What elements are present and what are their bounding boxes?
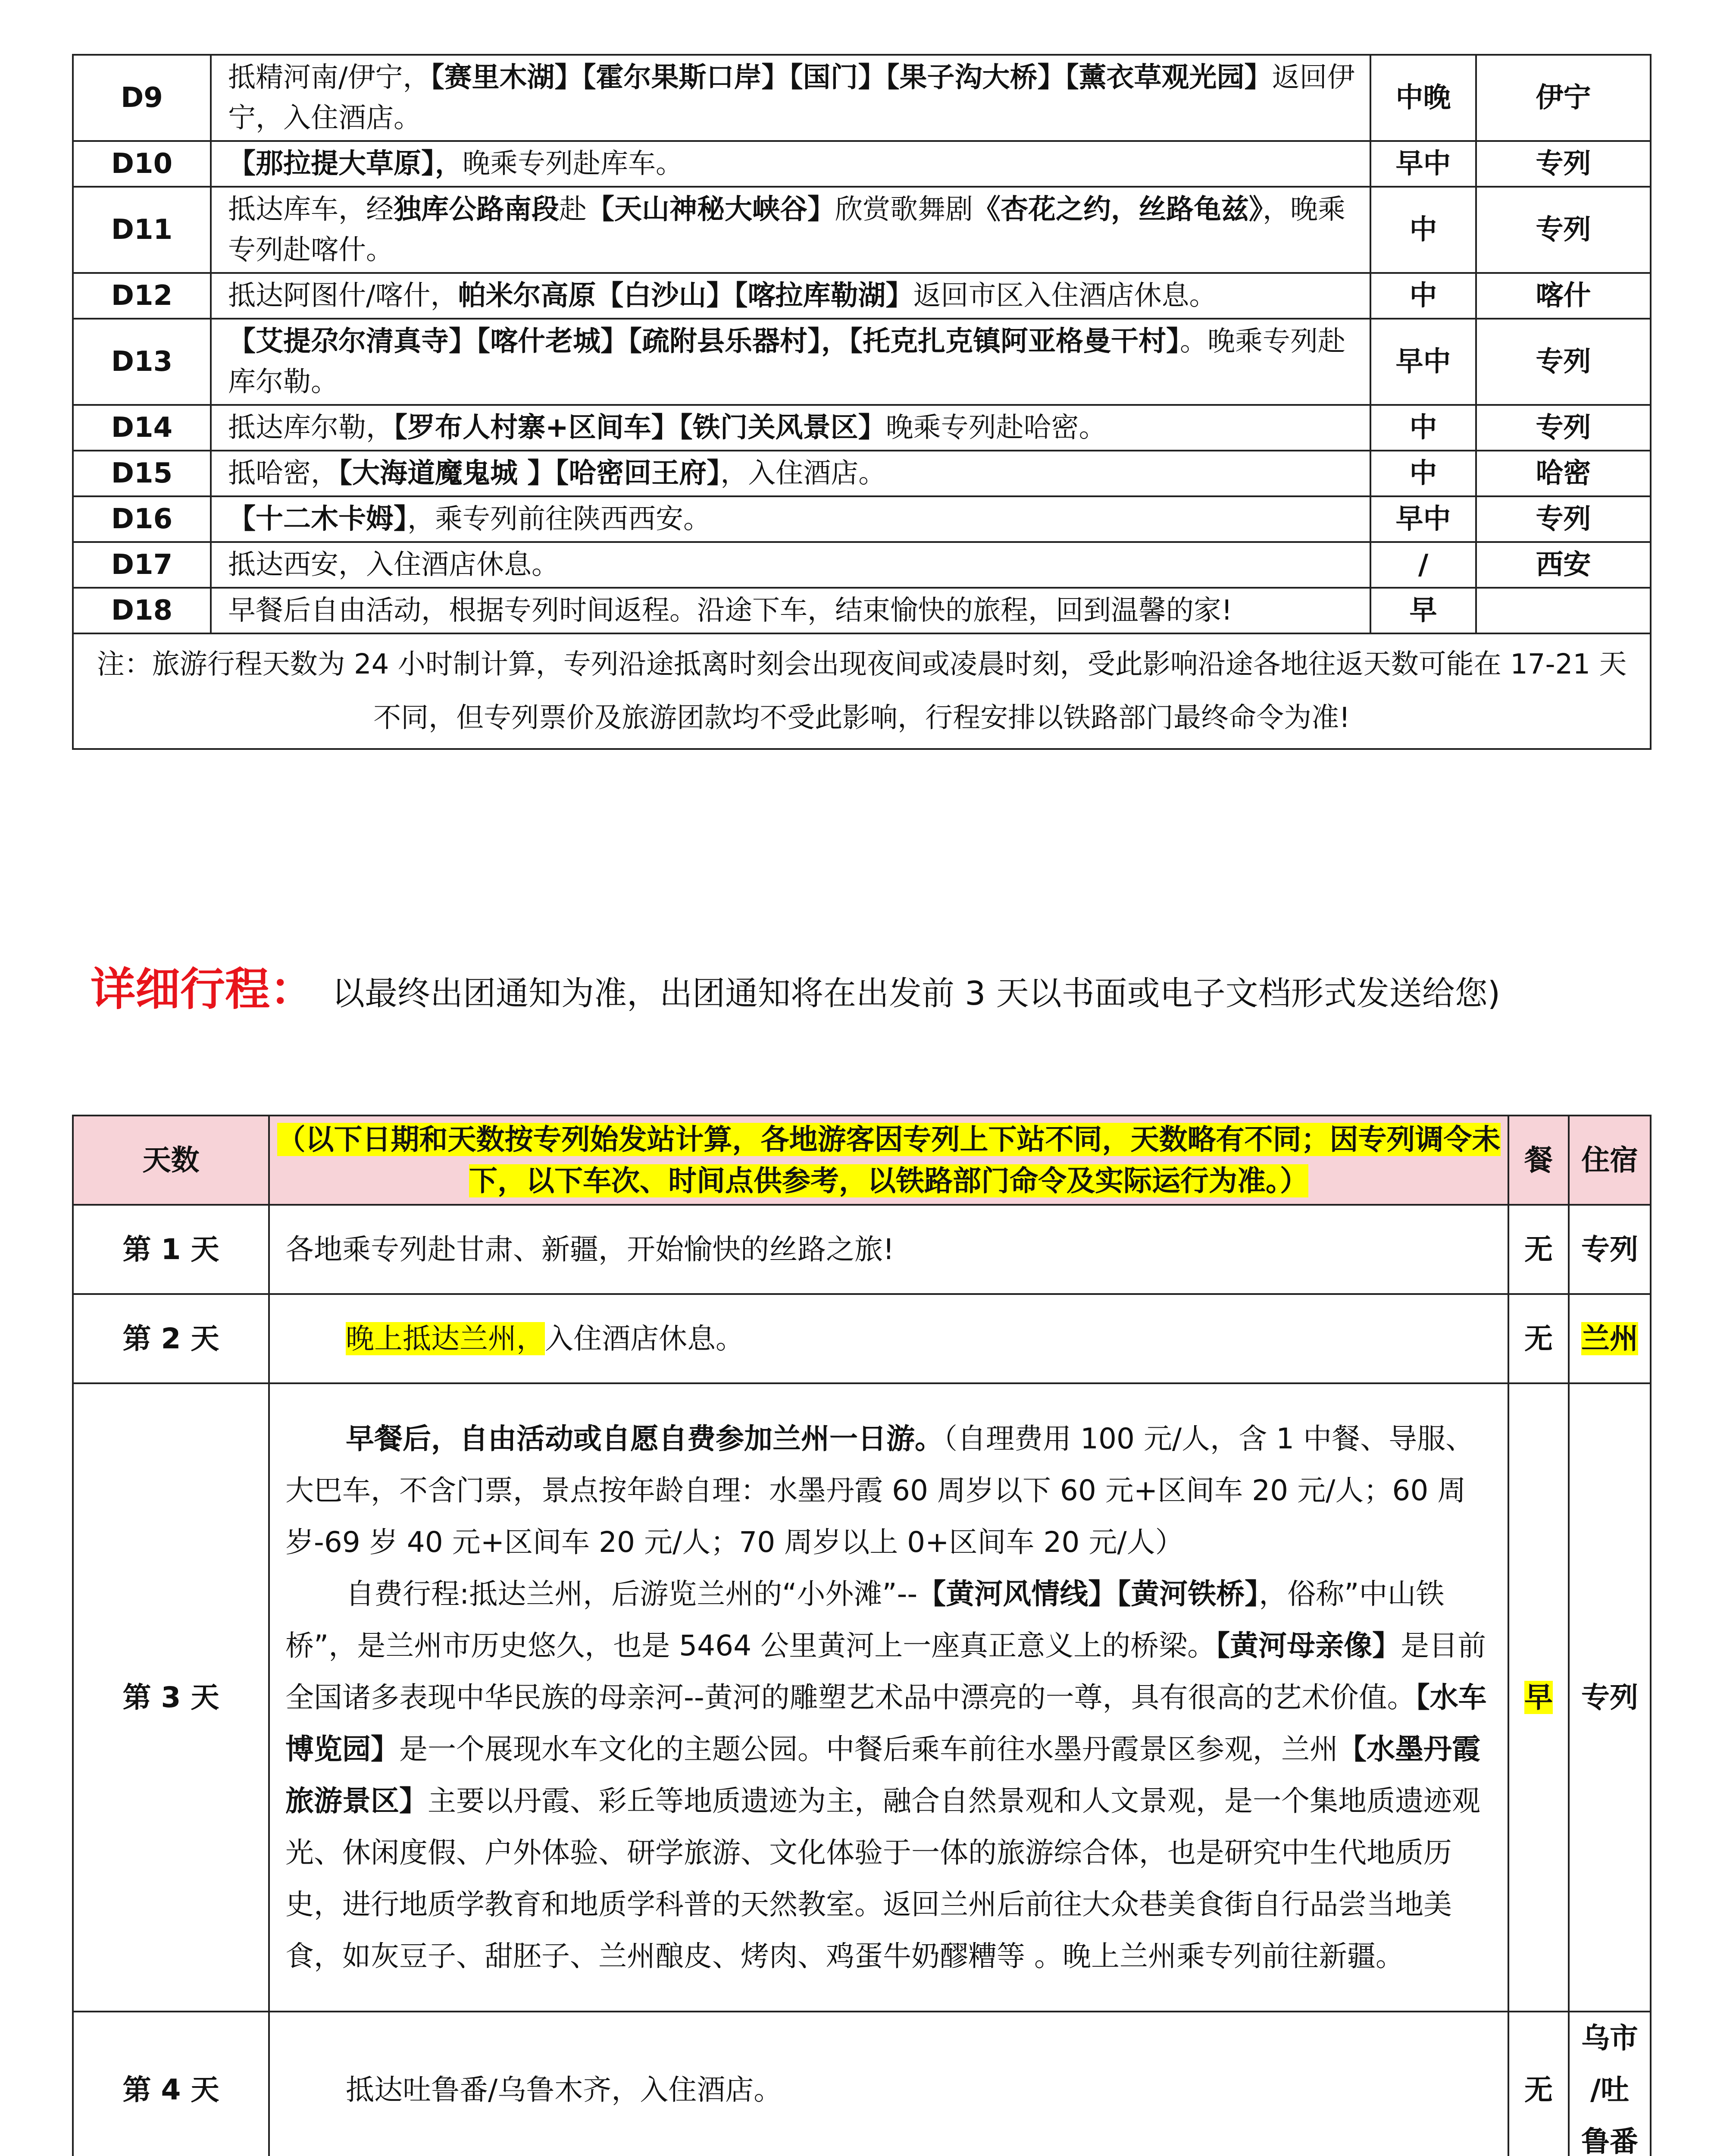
summary-row [73, 187, 1651, 273]
summary-note: 注：旅游行程天数为 24 小时制计算，专列沿途抵离时刻会出现夜间或凌晨时刻，受此影响沿途各地往返天数可能在 17-21 天不同，但专列票价及旅游团款均不受此影响，行程安排以铁路部门最终命令为准! [73, 633, 1651, 749]
summary-stay: 哈密 [1476, 451, 1651, 496]
summary-row [73, 496, 1651, 542]
text-segment: 【天山神秘大峡谷】 [587, 194, 835, 226]
summary-day: D13 [73, 319, 211, 405]
text-segment: 各地乘专列赴甘肃、新疆，开始愉快的丝路之旅! [285, 1232, 895, 1266]
summary-day: D16 [73, 496, 211, 542]
text-segment: 主要以丹霞、彩丘等地质遗迹为主，融合自然景观和人文景观，是一个集地质遗迹观光、休闲度假、户外体验、研学旅游、文化体验于一体的旅游综合体，也是研究中生代地质历史，进行地质学教育和地质学科普的天然教室。返回兰州后前往大众巷美食街自行品尝当地美食，如灰豆子、甜胚子、兰州酿皮、烤肉、鸡蛋牛奶醪糟等 。晚上兰州乘专列前往新疆。 [285, 1784, 1480, 1973]
detail-heading [91, 953, 1500, 1018]
detail-row [73, 1294, 1651, 1383]
detail-stay [1569, 1383, 1651, 2012]
detail-paragraph [285, 1413, 1495, 1568]
text-segment: 晚乘专列赴库车。 [463, 148, 683, 180]
summary-row [73, 542, 1651, 588]
detail-stay-text: 兰州 [1581, 1322, 1638, 1355]
summary-row [73, 273, 1651, 319]
detail-header-row [73, 1116, 1651, 1205]
summary-row [73, 319, 1651, 405]
summary-stay: 西安 [1476, 542, 1651, 588]
summary-stay: 专列 [1476, 319, 1651, 405]
header-note [269, 1116, 1508, 1205]
detail-paragraph [285, 1224, 1495, 1275]
summary-day: D17 [73, 542, 211, 588]
text-segment: 抵达库尔勒， [228, 412, 394, 444]
itinerary-summary-table [72, 54, 1652, 750]
text-segment: 赴 [559, 194, 587, 226]
detail-description [269, 1383, 1508, 2012]
summary-meal: 早中 [1370, 496, 1476, 542]
text-segment: ，晚乘专列赴喀什。 [228, 194, 1345, 266]
detail-stay-text: 专列 [1581, 1232, 1638, 1266]
summary-description [211, 319, 1370, 405]
header-meal: 餐 [1508, 1116, 1569, 1205]
detailed-itinerary-table [72, 1115, 1652, 2156]
text-segment: 【黄河风情线】【黄河铁桥】 [917, 1577, 1259, 1611]
summary-stay: 专列 [1476, 187, 1651, 273]
text-segment: 入住酒店休息。 [545, 1322, 744, 1355]
detail-stay-line: /吐 [1590, 2073, 1630, 2106]
summary-row [73, 405, 1651, 451]
summary-row [73, 451, 1651, 496]
text-segment: 。晚乘专列赴库尔勒。 [228, 326, 1345, 398]
text-segment: 抵达阿图什/喀什， [228, 280, 458, 312]
detail-meal [1508, 1205, 1569, 1294]
summary-meal: 中晚 [1370, 55, 1476, 141]
summary-day: D18 [73, 588, 211, 633]
text-segment: 帕米尔高原【白沙山】【喀拉库勒湖】 [458, 280, 913, 312]
summary-description [211, 273, 1370, 319]
text-segment: ，俗称”中山铁桥”，是兰州市历史悠久，也是 5464 公里黄河上一座真正意义上的桥梁。 [285, 1577, 1445, 1662]
text-segment: 返回市区入住酒店休息。 [913, 280, 1217, 312]
summary-stay: 专列 [1476, 496, 1651, 542]
text-segment: 【罗布人村寨+区间车】【铁门关风景区】 [394, 412, 886, 444]
text-segment: 独库公路南段 [394, 194, 559, 226]
summary-row [73, 141, 1651, 187]
detail-stay-line: 乌市 [1581, 2021, 1638, 2055]
detail-meal-text: 无 [1524, 1322, 1553, 1355]
summary-meal: 中 [1370, 187, 1476, 273]
summary-description [211, 542, 1370, 588]
detail-stay [1569, 1294, 1651, 1383]
text-segment: 【大海道魔鬼城 】【哈密回王府】 [338, 458, 721, 489]
summary-day: D15 [73, 451, 211, 496]
header-day: 天数 [73, 1116, 269, 1205]
detail-day: 第 4 天 [73, 2012, 269, 2156]
summary-meal: 中 [1370, 451, 1476, 496]
detail-table-body [73, 1205, 1651, 2156]
summary-meal: 早中 [1370, 141, 1476, 187]
summary-stay [1476, 588, 1651, 633]
text-segment: 【黄河母亲像】 [1216, 1629, 1401, 1662]
summary-stay: 伊宁 [1476, 55, 1651, 141]
summary-day: D12 [73, 273, 211, 319]
summary-meal: 中 [1370, 405, 1476, 451]
text-segment: 【水车博览园】 [285, 1680, 1487, 1766]
text-segment: 【十二木卡姆】 [228, 503, 407, 535]
summary-stay: 专列 [1476, 141, 1651, 187]
detail-day: 第 1 天 [73, 1205, 269, 1294]
summary-day: D9 [73, 55, 211, 141]
summary-meal: 早中 [1370, 319, 1476, 405]
text-segment: 【赛里木湖】【霍尔果斯口岸】【国门】【果子沟大桥】【薰衣草观光园】 [430, 62, 1272, 94]
detail-meal [1508, 1383, 1569, 2012]
text-segment: 【那拉提大草原】， [228, 148, 463, 180]
detail-paragraph [285, 1568, 1495, 1982]
summary-description [211, 141, 1370, 187]
header-note-text: （以下日期和天数按专列始发站计算，各地游客因专列上下站不同，天数略有不同；因专列调令未下，以下车次、时间点供参考，以铁路部门命令及实际运行为准。） [277, 1122, 1501, 1197]
summary-description [211, 187, 1370, 273]
summary-row [73, 588, 1651, 633]
detail-day: 第 2 天 [73, 1294, 269, 1383]
summary-stay: 专列 [1476, 405, 1651, 451]
summary-description [211, 451, 1370, 496]
text-segment: 早餐后，自由活动或自愿自费参加兰州一日游。 [346, 1422, 943, 1455]
summary-meal: 早 [1370, 588, 1476, 633]
text-segment: ，乘专列前往陕西西安。 [407, 503, 711, 535]
detail-meal-text: 无 [1524, 2073, 1553, 2106]
detail-stay [1569, 2012, 1651, 2156]
text-segment: 《杏花之约，丝路龟兹》 [973, 194, 1263, 226]
summary-meal: 中 [1370, 273, 1476, 319]
summary-day: D10 [73, 141, 211, 187]
detail-stay-line: 鲁番 [1581, 2125, 1638, 2156]
detail-description [269, 2012, 1508, 2156]
summary-description [211, 496, 1370, 542]
detail-row [73, 1383, 1651, 2012]
detail-paragraph [285, 1313, 1495, 1365]
detail-meal-text: 早 [1524, 1680, 1553, 1714]
detail-meal [1508, 1294, 1569, 1383]
text-segment: 抵达西安，入住酒店休息。 [228, 549, 559, 581]
text-segment: 返回伊宁，入住酒店。 [228, 62, 1355, 134]
text-segment: 自费行程:抵达兰州，后游览兰州的“小外滩”-- [346, 1577, 918, 1611]
detail-meal [1508, 2012, 1569, 2156]
summary-note-row [73, 633, 1651, 749]
detail-description [269, 1205, 1508, 1294]
summary-stay: 喀什 [1476, 273, 1651, 319]
text-segment: 早餐后自由活动，根据专列时间返程。沿途下车，结束愉快的旅程，回到温馨的家! [228, 595, 1232, 627]
summary-day: D11 [73, 187, 211, 273]
text-segment: ，入住酒店。 [720, 458, 886, 489]
text-segment: 是目前全国诸多表现中华民族的母亲河--黄河的雕塑艺术品中漂亮的一尊，具有很高的艺术价值。 [285, 1629, 1486, 1714]
detail-row [73, 2012, 1651, 2156]
text-segment: （自理费用 100 元/人，含 1 中餐、导服、大巴车，不含门票，景点按年龄自理：水墨丹霞 60 周岁以下 60 元+区间车 20 元/人；60 周岁-69 岁 40 元+区间车 20 元/人；70 周岁以上 0+区间车 20 元/人） [285, 1422, 1474, 1559]
detail-description [269, 1294, 1508, 1383]
text-segment: 【水墨丹霞旅游景区】 [285, 1732, 1480, 1818]
text-segment: 晚乘专列赴哈密。 [885, 412, 1107, 444]
summary-description [211, 55, 1370, 141]
summary-meal: / [1370, 542, 1476, 588]
header-stay: 住宿 [1569, 1116, 1651, 1205]
detail-paragraph [285, 2064, 1495, 2116]
detail-meal-text: 无 [1524, 1232, 1553, 1266]
summary-row [73, 55, 1651, 141]
summary-description [211, 588, 1370, 633]
detail-stay [1569, 1205, 1651, 1294]
text-segment: 晚上抵达兰州， [346, 1322, 545, 1355]
text-segment: 抵精河南/伊宁， [228, 62, 431, 94]
text-segment: 是一个展现水车文化的主题公园。中餐后乘车前往水墨丹霞景区参观，兰州 [399, 1732, 1338, 1766]
summary-table-body [73, 55, 1651, 633]
detail-heading-title: 详细行程： [91, 963, 315, 1015]
text-segment: 抵哈密， [228, 458, 338, 489]
detail-stay-text: 专列 [1581, 1680, 1638, 1714]
summary-day: D14 [73, 405, 211, 451]
detail-day: 第 3 天 [73, 1383, 269, 2012]
text-segment: 【艾提尕尔清真寺】【喀什老城】【疏附县乐器村】，【托克扎克镇阿亚格曼干村】 [228, 326, 1180, 357]
detail-heading-subtitle: 以最终出团通知为准，出团通知将在出发前 3 天以书面或电子文档形式发送给您) [332, 974, 1501, 1012]
detail-row [73, 1205, 1651, 1294]
text-segment: 抵达吐鲁番/乌鲁木齐，入住酒店。 [346, 2073, 782, 2106]
summary-description [211, 405, 1370, 451]
text-segment: 欣赏歌舞剧 [835, 194, 973, 226]
text-segment: 抵达库车，经 [228, 194, 394, 226]
